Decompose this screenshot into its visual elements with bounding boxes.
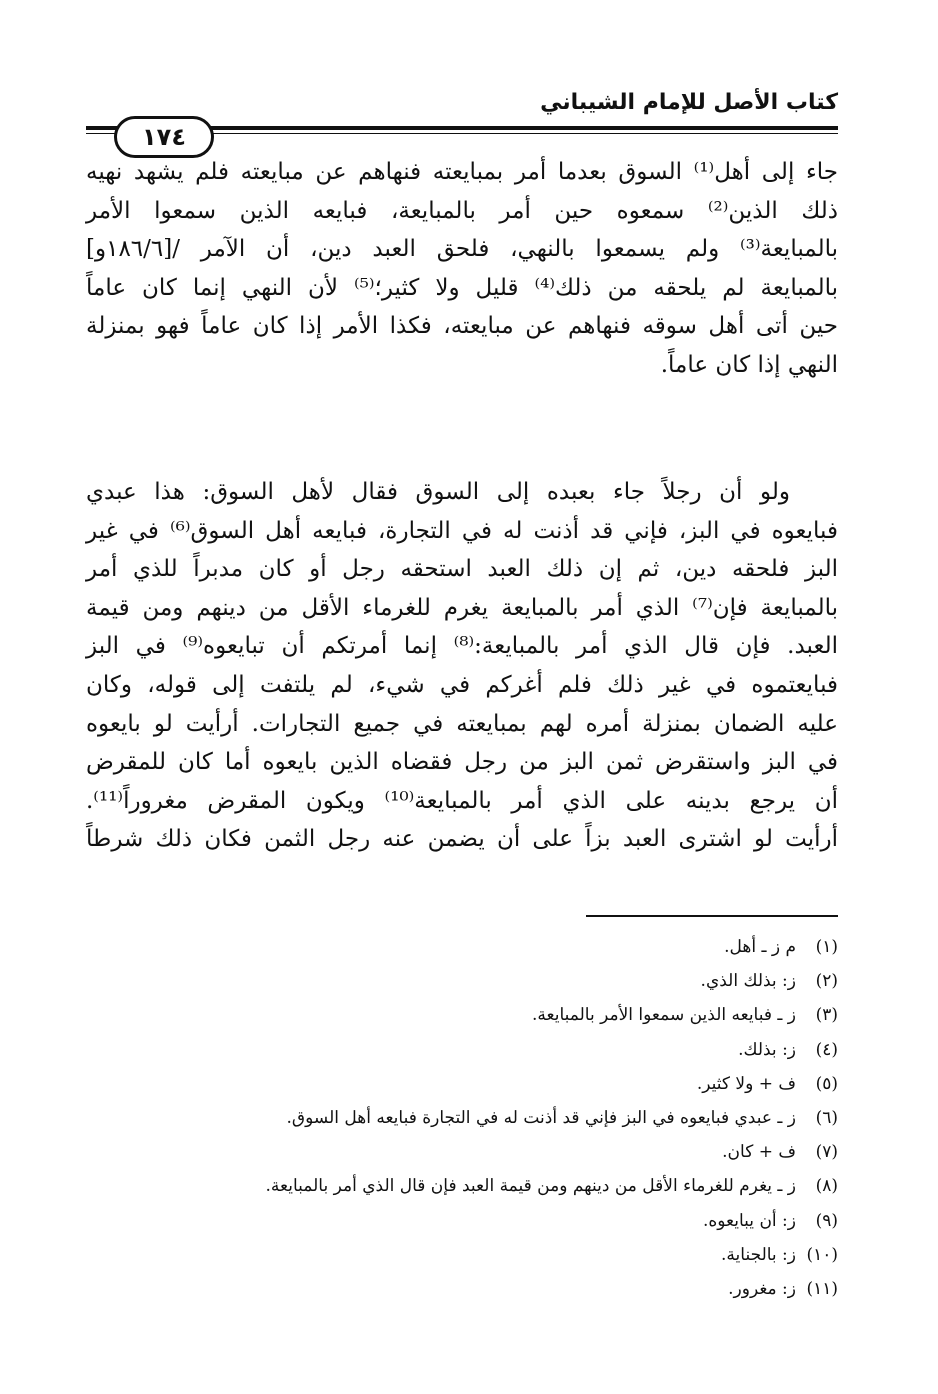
- paragraph-1: [86, 153, 838, 385]
- page-header: [86, 80, 838, 160]
- footnote-number: (٨): [815, 1176, 838, 1197]
- footnote-text: ز: بذلك الذي.: [700, 971, 796, 992]
- footnote-item: [86, 1067, 838, 1101]
- footnote-number: (٥): [815, 1073, 838, 1094]
- footnote-separator: [586, 915, 838, 917]
- footnote-item: [86, 1101, 838, 1135]
- footnote-item: [86, 1238, 838, 1272]
- text-line: فبايعوه في البز، فإني قد أذنت له في التجارة، فبايعه أهل السوق⁽⁶⁾ في غير: [86, 517, 838, 544]
- footnote-number: (٣): [815, 1005, 838, 1026]
- footnote-item: [86, 964, 838, 998]
- footnote-item: [86, 1135, 838, 1169]
- footnote-number: (١): [815, 937, 838, 957]
- footnote-text: ز ـ يغرم للغرماء الأقل من دينهم ومن قيمة العبد فإن قال الذي أمر بالمبايعة.: [265, 1176, 796, 1197]
- footnote-number: (٤): [815, 1039, 838, 1060]
- footnote-item: [86, 930, 838, 964]
- footnote-text: ز: بالجناية.: [721, 1244, 796, 1265]
- footnote-text: م ز ـ أهل.: [724, 937, 796, 957]
- text-line: عليه الضمان بمنزلة أمره لهم بمبايعته في جميع التجارات. أرأيت لو بايعوه: [86, 710, 838, 737]
- text-line: في البز واستقرض ثمن البز من رجل فقضاه الذين بايعوه أما كان للمقرض: [86, 749, 838, 776]
- footnote-text: ز: أن يبايعوه.: [702, 1210, 796, 1231]
- footnote-item: [86, 1033, 838, 1067]
- page-number: ١٧٤: [114, 116, 214, 158]
- text-line: البز فلحقه دين، ثم إن ذلك العبد استحقه رجل أو كان مدبراً للذي أمر: [86, 556, 838, 583]
- text-line: النهي إذا كان عاماً.: [660, 351, 838, 378]
- text-line: جاء إلى أهل⁽¹⁾ السوق بعدما أمر بمبايعته فنهاهم عن مبايعته فلم يشهد نهيه: [86, 159, 838, 185]
- footnote-text: ز: مغرور.: [728, 1279, 796, 1300]
- footnote-number: (٦): [815, 1108, 838, 1129]
- book-title: كتاب الأصل للإمام الشيباني: [540, 90, 838, 115]
- paragraph-2: [86, 473, 838, 859]
- text-line: بالمبايعة لم يلحقه من ذلك⁽⁴⁾ قليل ولا كثير؛⁽⁵⁾ لأن النهي إنما كان عاماً: [86, 274, 838, 301]
- text-line: أن يرجع بدينه على الذي أمر بالمبايعة⁽¹⁰⁾ ويكون المقرض مغروراً⁽¹¹⁾.: [86, 787, 839, 814]
- footnote-item: [86, 1272, 838, 1306]
- footnote-text: ز: بذلك.: [738, 1039, 796, 1060]
- footnote-text: ف + ولا كثير.: [696, 1073, 796, 1094]
- text-line: حين أتى أهل سوقه فنهاهم عن مبايعته، فكذا الأمر إذا كان عاماً فهو بمنزلة: [86, 313, 838, 340]
- text-line: ولو أن رجلاً جاء بعبده إلى السوق فقال لأهل السوق: هذا عبدي: [86, 479, 790, 505]
- footnote-item: [86, 1169, 838, 1203]
- text-line: بالمبايعة فإن⁽⁷⁾ الذي أمر بالمبايعة يغرم للغرماء الأقل من دينهم ومن قيمة: [86, 594, 839, 621]
- footnote-text: ف + كان.: [722, 1142, 796, 1163]
- footnote-item: [86, 998, 838, 1032]
- footnote-text: ز ـ عبدي فبايعوه في البز فإني قد أذنت له في التجارة فبايعه أهل السوق.: [286, 1108, 796, 1129]
- footnote-number: (٢): [815, 971, 838, 992]
- text-line: العبد. فإن قال الذي أمر بالمبايعة:⁽⁸⁾ إنما أمرتكم أن تبايعوه⁽⁹⁾ في البز: [86, 633, 838, 660]
- footnote-text: ز ـ فبايعه الذين سمعوا الأمر بالمبايعة.: [532, 1005, 796, 1026]
- text-line: فبايعتموه في غير ذلك فلم أغركم في شيء، لم يلتفت إلى قوله، وكان: [86, 671, 838, 698]
- footnotes-list: [86, 930, 838, 1306]
- text-line: ذلك الذين⁽²⁾ سمعوه حين أمر بالمبايعة، فبايعه الذين سمعوا الأمر: [86, 197, 838, 224]
- text-line: أرأيت لو اشترى العبد بزاً على أن يضمن عنه رجل الثمن فكان ذلك شرطاً: [86, 826, 838, 853]
- footnote-number: (١٠): [806, 1244, 838, 1265]
- text-line: بالمبايعة⁽³⁾ ولم يسمعوا بالنهي، فلحق العبد دين، أن الآمر /[١٨٦/٦و]: [86, 236, 838, 263]
- footnote-number: (٩): [815, 1210, 838, 1231]
- footnote-number: (١١): [806, 1279, 838, 1300]
- footnote-item: [86, 1204, 838, 1238]
- footnote-number: (٧): [815, 1142, 838, 1163]
